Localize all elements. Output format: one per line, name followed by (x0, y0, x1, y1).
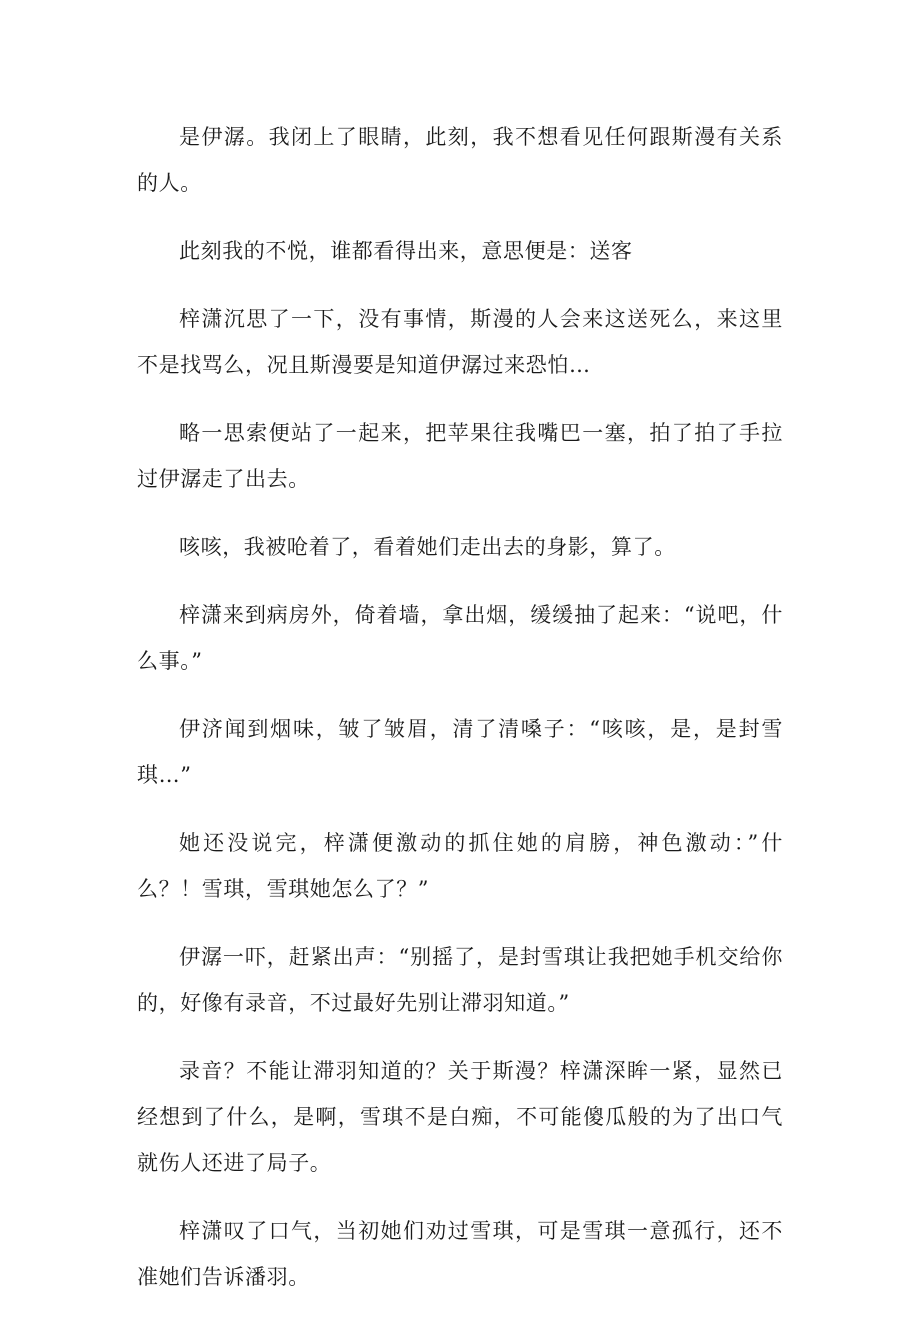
paragraph-10: 录音？不能让滞羽知道的？关于斯漫？梓潇深眸一紧，显然已经想到了什么，是啊，雪琪不是白痴，不可能傻瓜般的为了出口气就伤人还进了局子。 (137, 1059, 783, 1175)
paragraph-5: 咳咳，我被呛着了，看着她们走出去的身影，算了。 (179, 535, 676, 559)
paragraph-6: 梓潇来到病房外，倚着墙，拿出烟，缓缓抽了起来：“说吧，什么事。” (137, 603, 783, 673)
paragraph-3: 梓潇沉思了一下，没有事情，斯漫的人会来这送死么，来这里不是找骂么，况且斯漫要是知道伊潺过来恐怕… (137, 307, 783, 377)
paragraph-4: 略一思索便站了一起来，把苹果往我嘴巴一塞，拍了拍了手拉过伊潺走了出去。 (137, 421, 783, 491)
paragraph-2: 此刻我的不悦，谁都看得出来，意思便是：送客 (179, 239, 633, 263)
paragraph-9: 伊潺一吓，赶紧出声：“别摇了，是封雪琪让我把她手机交给你的，好像有录音，不过最好先别让滞羽知道。” (137, 945, 783, 1015)
paragraph-8: 她还没说完，梓潇便激动的抓住她的肩膀，神色激动：”什么？！雪琪，雪琪她怎么了？” (137, 831, 783, 901)
paragraph-1: 是伊潺。我闭上了眼睛，此刻，我不想看见任何跟斯漫有关系的人。 (137, 125, 783, 195)
paragraph-11: 梓潇叹了口气，当初她们劝过雪琪，可是雪琪一意孤行，还不准她们告诉潘羽。 (137, 1219, 783, 1289)
body-text (137, 114, 783, 1322)
paragraph-7: 伊济闻到烟味，皱了皱眉，清了清嗓子：“咳咳，是，是封雪琪…” (137, 717, 783, 787)
